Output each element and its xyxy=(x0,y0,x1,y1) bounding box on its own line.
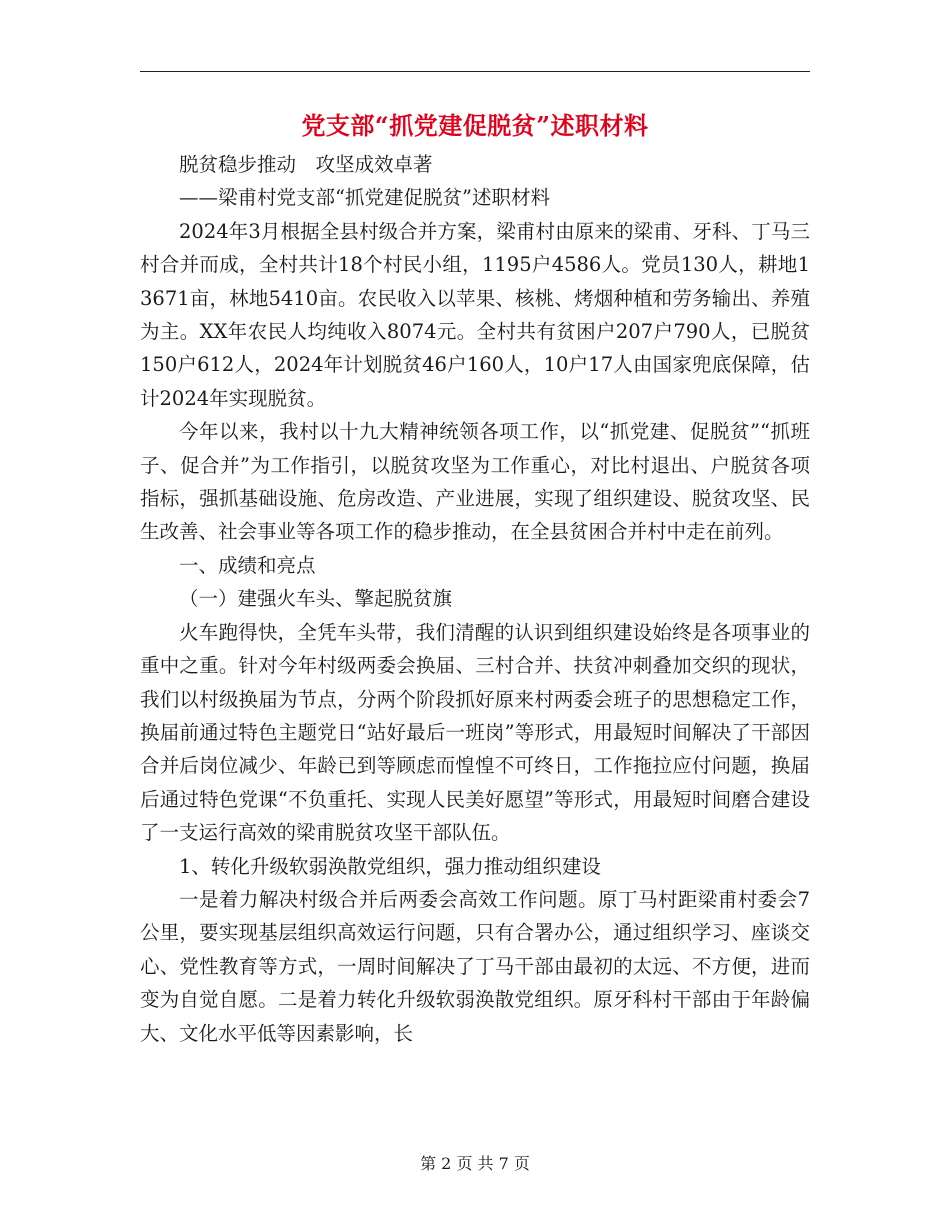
document-title: 党支部“抓党建促脱贫”述职材料 xyxy=(301,111,649,140)
subsection-heading: （一）建强火车头、擎起脱贫旗 xyxy=(179,587,453,611)
subtitle-line: 脱贫稳步推动 攻坚成效卓著 xyxy=(179,153,433,176)
page-number: 第 2 页 共 7 页 xyxy=(420,1154,530,1173)
subtitle-source: ——梁甫村党支部“抓党建促脱贫”述职材料 xyxy=(179,186,550,210)
item-heading: 1、转化升级软弱涣散党组织，强力推动组织建设 xyxy=(179,854,601,878)
body-paragraph: 今年以来，我村以十九大精神统领各项工作，以“抓党建、促脱贫”“抓班子、促合并”为工作指引，以脱贫攻坚为工作重心，对比村退出、户脱贫各项指标，强抓基础设施、危房改造、产业进展，实现了组织建设、脱贫攻坚、民生改善、社会事业等各项工作的稳步推动，在全县贫困合并村中走在前列。 xyxy=(140,420,810,544)
document-body xyxy=(140,148,810,1050)
body-paragraph: 2024年3月根据全县村级合并方案，梁甫村由原来的梁甫、牙科、丁马三村合并而成，全村共计18个村民小组，1195户4586人。党员130人，耕地13671亩，林地5410亩。农民收入以苹果、核桃、烤烟种植和劳务输出、养殖为主。XX年农民人均纯收入8074元。全村共有贫困户207户790人，已脱贫150户612人，2024年计划脱贫46户160人，10户17人由国家兜底保障，估计2024年实现脱贫。 xyxy=(140,219,810,410)
body-paragraph: 一是着力解决村级合并后两委会高效工作问题。原丁马村距梁甫村委会7公里，要实现基层组织高效运行问题，只有合署办公，通过组织学习、座谈交心、党性教育等方式，一周时间解决了丁马干部由最初的太远、不方便，进而变为自觉自愿。二是着力转化升级软弱涣散党组织。原牙科村干部由于年龄偏大、文化水平低等因素影响，长 xyxy=(140,887,810,1045)
section-heading: 一、成绩和亮点 xyxy=(179,553,316,577)
body-paragraph: 火车跑得快，全凭车头带，我们清醒的认识到组织建设始终是各项事业的重中之重。针对今年村级两委会换届、三村合并、扶贫冲刺叠加交织的现状，我们以村级换届为节点，分两个阶段抓好原来村两委会班子的思想稳定工作，换届前通过特色主题党日“站好最后一班岗”等形式，用最短时间解决了干部因合并后岗位减少、年龄已到等顾虑而惶惶不可终日，工作拖拉应付问题，换届后通过特色党课“不负重托、实现人民美好愿望”等形式，用最短时间磨合建设了一支运行高效的梁甫脱贫攻坚干部队伍。 xyxy=(140,620,810,845)
header-rule xyxy=(140,71,810,72)
